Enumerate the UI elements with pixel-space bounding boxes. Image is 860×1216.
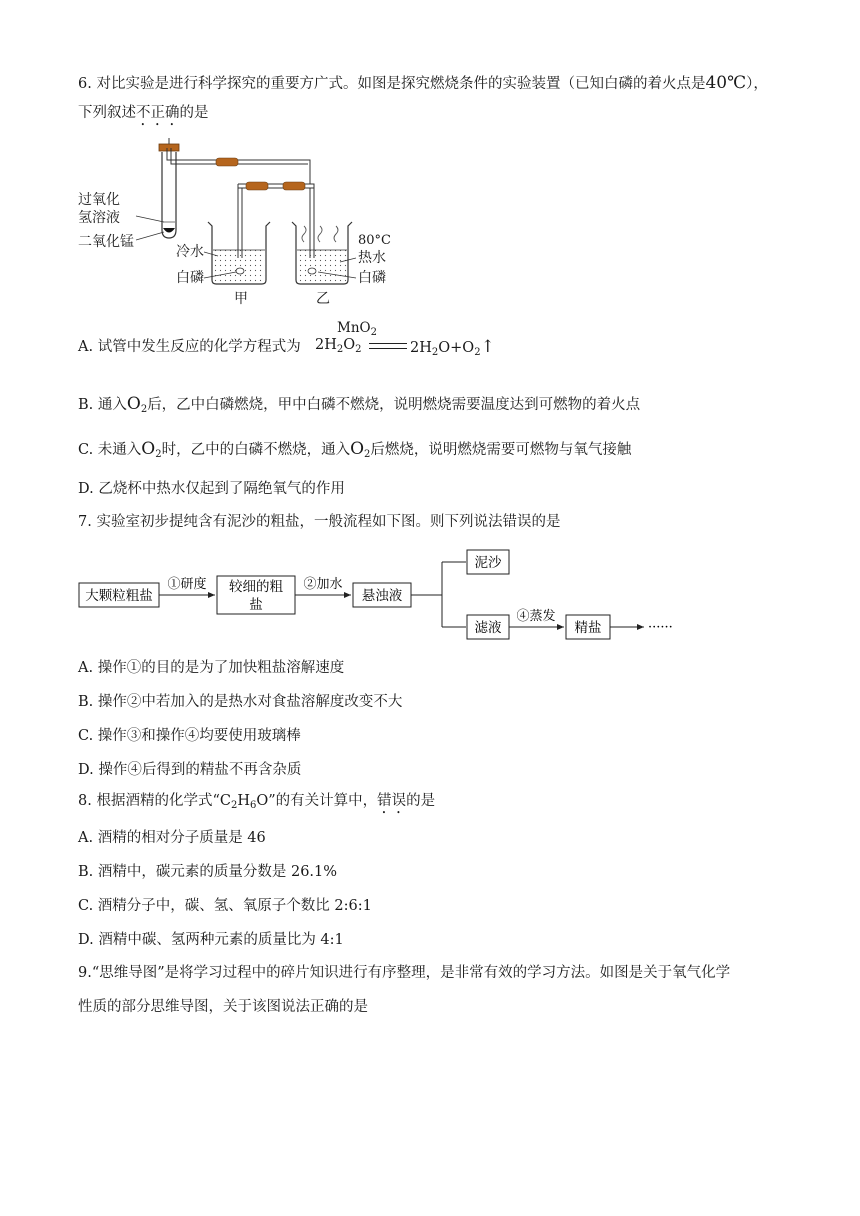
label-80c: 80°C (358, 233, 391, 248)
test-tube (162, 152, 176, 238)
flow-box-refined-salt-label: 精盐 (574, 620, 602, 636)
q6-stem-text2: 下列叙述 (78, 105, 136, 121)
q6-equation-equals (369, 343, 407, 349)
q7-option-c: C. 操作③和操作④均要使用玻璃棒 (78, 728, 301, 744)
q6-stem-close: ）， (746, 76, 768, 92)
rubber-connector-1 (216, 158, 238, 166)
q6-stem-emphasis: 不正确 (136, 105, 180, 121)
test-tube-stopper (159, 144, 179, 151)
salt-purification-flowchart (78, 546, 688, 646)
q7-stem: 7. 实验室初步提纯含有泥沙的粗盐，一般流程如下图。则下列说法错误的是 (78, 514, 561, 530)
q6-stem-line2 (78, 103, 209, 129)
label-yi: 乙 (316, 291, 330, 307)
combustion-apparatus-figure (78, 138, 408, 308)
q6-stem-end: 的是 (179, 105, 209, 121)
hot-water (297, 250, 347, 283)
rubber-connector-2 (246, 182, 268, 190)
q6-equation-right: $2H_2O+O_2↑$ (410, 337, 495, 358)
delivery-tube-branch (238, 184, 314, 258)
q8-option-d: D. 酒精中碳、氢两种元素的质量比为 4:1 (78, 932, 344, 948)
rubber-connector-3 (283, 182, 305, 190)
q9-stem-line1: 9.“思维导图”是将学习过程中的碎片知识进行有序整理，是非常有效的学习方法。如图是关于氧气化学 (78, 965, 731, 981)
label-white-p-left: 白磷 (176, 270, 204, 286)
q7-option-d: D. 操作④后得到的精盐不再含杂质 (78, 762, 302, 778)
flow-tail-ellipsis: ······ (648, 620, 673, 635)
q6-stem-line1 (78, 73, 768, 94)
q6-stem-text: 6. 对比实验是进行科学探究的重要方广式。如图是探究燃烧条件的实验装置（已知白磷的着火点是 (78, 76, 706, 92)
q6-option-a (78, 337, 301, 357)
flow-box-sediment-label: 泥沙 (474, 555, 502, 571)
label-jia: 甲 (234, 291, 248, 307)
flow-step-evaporate: ④蒸发 (516, 609, 556, 624)
flow-step-add-water: ②加水 (303, 577, 343, 592)
label-hot-water: 热水 (358, 250, 386, 266)
q8-stem-emphasis: 错误 (377, 793, 407, 809)
q6-option-d: D. 乙烧杯中热水仅起到了隔绝氧气的作用 (78, 481, 345, 497)
flow-box-fine-salt-label2: 盐 (249, 597, 263, 613)
cold-water (213, 250, 265, 283)
q8-option-b: B. 酒精中，碳元素的质量分数是 26.1% (78, 864, 338, 880)
q7-option-a: A. 操作①的目的是为了加快粗盐溶解速度 (78, 660, 345, 676)
label-mno2: 二氧化锰 (78, 234, 134, 250)
flow-box-filtrate-label: 滤液 (474, 620, 502, 636)
q8-option-c: C. 酒精分子中，碳、氢、氧原子个数比 2:6:1 (78, 898, 372, 914)
q9-stem-line2: 性质的部分思维导图，关于该图说法正确的是 (78, 999, 368, 1015)
label-h2o2-2: 氢溶液 (78, 210, 120, 226)
q7-option-b: B. 操作②中若加入的是热水对食盐溶解度改变不大 (78, 694, 403, 710)
q6-ignition-temp: 40℃ (705, 73, 747, 93)
q6-equation-left: $2H_2O_2$ (315, 337, 362, 355)
flow-box-coarse-salt-label: 大颗粒粗盐 (85, 588, 153, 604)
label-h2o2-1: 过氧化 (78, 192, 120, 208)
q6-option-b: B. 通入$O_2$后，乙中白磷燃烧，甲中白磷不燃烧，说明燃烧需要温度达到可燃物的着火点 (78, 394, 641, 415)
q6-option-a-text: A. 试管中发生反应的化学方程式为 (78, 339, 301, 355)
steam-lines (302, 226, 338, 242)
label-cold-water: 冷水 (176, 244, 204, 260)
flow-box-fine-salt-label1: 较细的粗 (229, 579, 283, 595)
q6-option-c: C. 未通入$O_2$时，乙中的白磷不燃烧，通入$O_2$后燃烧，说明燃烧需要可燃物与氧气接触 (78, 439, 632, 460)
q8-stem: 8. 根据酒精的化学式“$C_2H_6O$”的有关计算中，错误的是 (78, 793, 436, 811)
q8-option-a: A. 酒精的相对分子质量是 46 (78, 830, 266, 846)
flow-step-grind: ①研度 (167, 577, 207, 592)
flow-box-suspension-label: 悬浊液 (361, 588, 403, 604)
mno2-solid (163, 228, 175, 233)
white-phosphorus-jia (236, 268, 244, 274)
white-phosphorus-yi (308, 268, 316, 274)
q6-catalyst: MnO$_2$ (337, 320, 377, 338)
label-white-p-right: 白磷 (358, 270, 386, 286)
